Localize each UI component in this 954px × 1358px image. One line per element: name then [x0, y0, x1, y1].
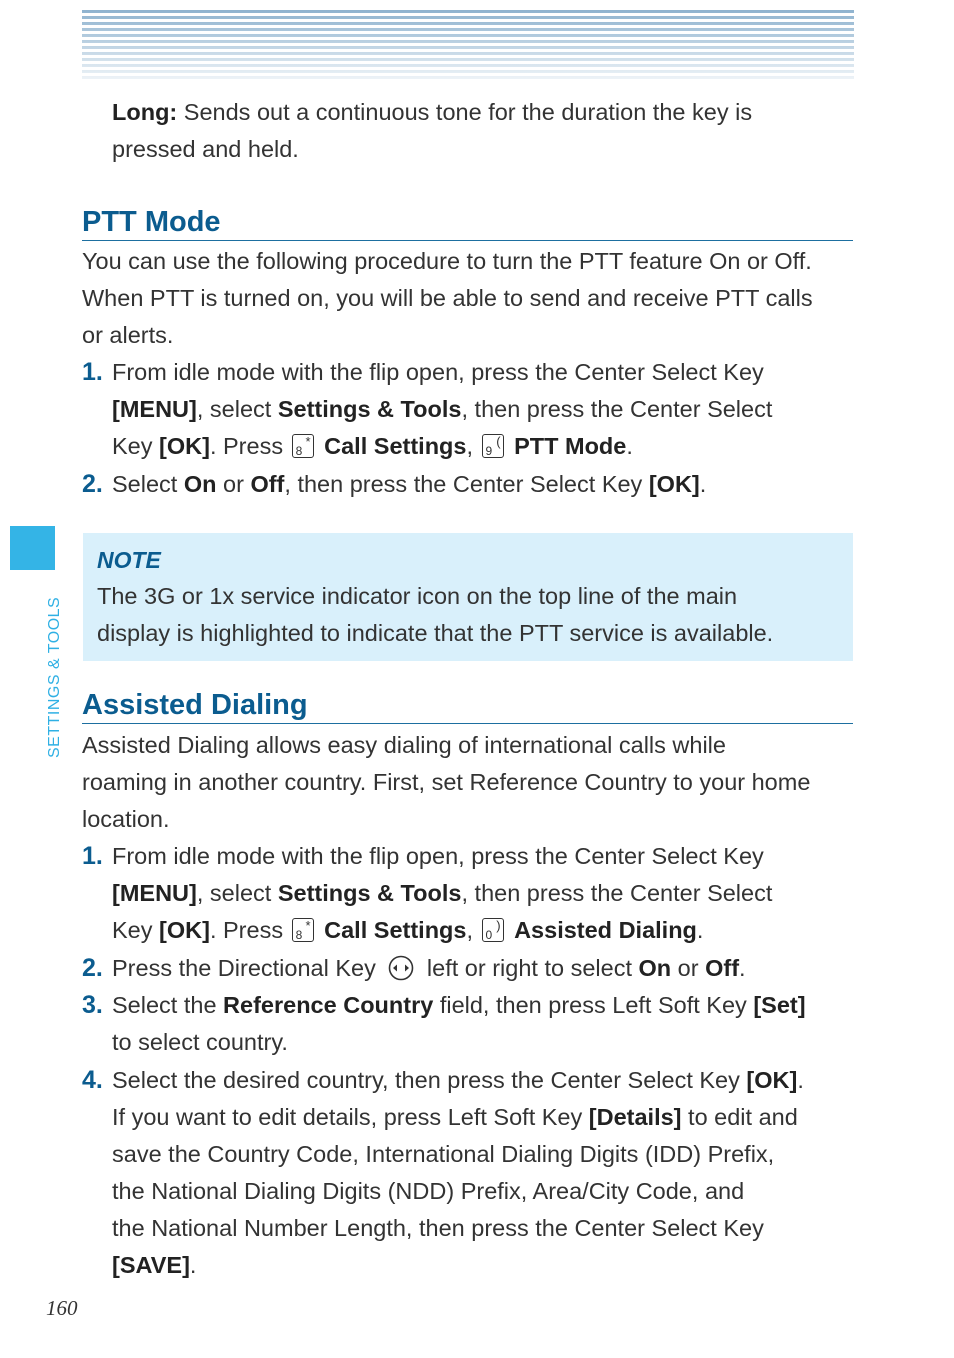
page-number: 160 [46, 1296, 78, 1320]
assisted-step4-text: Select the desired country, then press the Center Select Key [OK]. If you want to edit details, press Left Soft Key [Details] to edit and save the Country Code, International Dialing Digits (IDD) Prefix, the National Dialing Digits (NDD) Prefix, Area/City Code, and the National Number Length, then press the Center Select Key [SAVE]. [112, 1067, 804, 1278]
section-side-label: SETTINGS & TOOLS [46, 596, 63, 758]
assisted-step4-number: 4. [82, 1066, 103, 1094]
ptt-step2-number: 2. [82, 470, 103, 498]
ptt-step1-number: 1. [82, 358, 103, 386]
assisted-dialing-heading: Assisted Dialing [82, 688, 853, 724]
assisted-step1-number: 1. [82, 842, 103, 870]
key-8-icon: 8 * [292, 918, 314, 942]
ptt-mode-heading: PTT Mode [82, 205, 853, 241]
key-9-icon: 9 ( [482, 434, 504, 458]
assisted-step2-number: 2. [82, 954, 103, 982]
note-title: NOTE [97, 547, 161, 573]
ptt-intro: You can use the following procedure to turn the PTT feature On or Off. When PTT is turned on, you will be able to send and receive PTT calls or alerts. [82, 248, 813, 348]
directional-key-icon [388, 955, 414, 981]
assisted-step1-text: From idle mode with the flip open, press the Center Select Key [MENU], select Settings & Tools, then press the Center Select Key [OK]. Press 8 * Call Settings, 0 ) Assisted Dialing. [112, 843, 773, 943]
note-text: The 3G or 1x service indicator icon on the top line of the main display is highlighted to indicate that the PTT service is available. [97, 583, 774, 646]
key-0-icon: 0 ) [482, 918, 504, 942]
section-tab-marker [10, 526, 55, 570]
ptt-step1-text: From idle mode with the flip open, press the Center Select Key [MENU], select Settings & Tools, then press the Center Select Key [OK]. Press 8 * Call Settings, 9 ( PTT Mode. [112, 359, 773, 459]
assisted-step3-number: 3. [82, 991, 103, 1019]
long-option-description: Long: Sends out a continuous tone for the duration the key is pressed and held. [112, 99, 753, 162]
assisted-step2-text: Press the Directional Key left or right to select On or Off. [112, 955, 746, 981]
assisted-intro: Assisted Dialing allows easy dialing of international calls while roaming in another country. First, set Reference Country to your home location. [82, 732, 811, 832]
assisted-step3-text: Select the Reference Country field, then press Left Soft Key [Set] to select country. [112, 992, 806, 1055]
key-8-icon: 8 * [292, 434, 314, 458]
header-stripes [82, 10, 854, 80]
long-label: Long: [112, 99, 178, 125]
ptt-step2-text: Select On or Off, then press the Center Select Key [OK]. [112, 471, 707, 497]
